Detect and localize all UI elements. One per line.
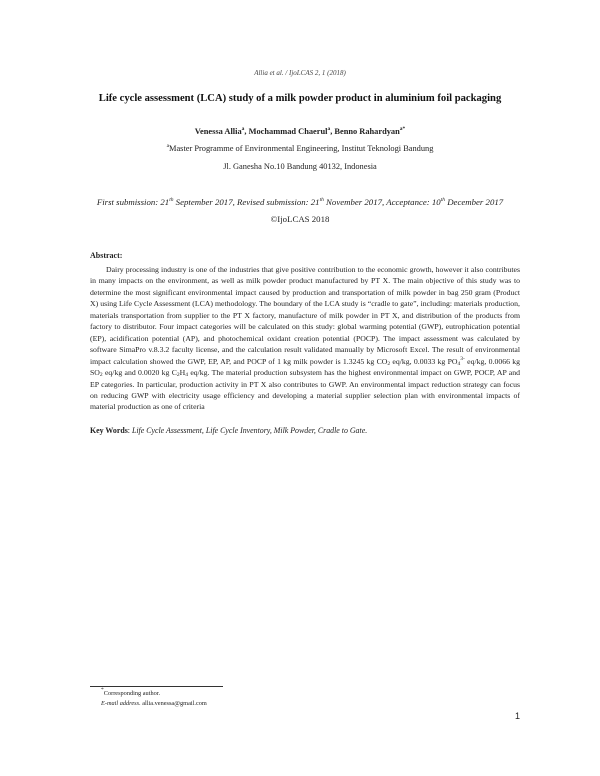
keywords: Key Words: Life Cycle Assessment, Life Cycle Inventory, Milk Powder, Cradle to Gate. [90,426,368,435]
affiliation: $^a$Master Programme of Environmental Engineering, Institut Teknologi Bandung [166,143,434,153]
running-head: Allia et al. / IjoLCAS 2, 1 (2018) [254,69,346,77]
paper-title: Life cycle assessment (LCA) study of a milk powder product in aluminium foil packaging [98,93,502,104]
page-number: 1 [515,711,521,721]
abstract-heading: Abstract: [90,251,123,260]
author: Benno Rahardyan [334,127,400,136]
footnote-divider [90,686,223,687]
submission-dates: First submission: 21th September 2017, Revised submission: 21th November 2017, Acceptance: 10th December 2017 [96,197,504,207]
copyright: ©IjoLCAS 2018 [270,214,330,224]
address: Jl. Ganesha No.10 Bandung 40132, Indonesia [223,162,377,171]
author: Venessa Allia [194,127,242,136]
footnote-email: E-mail address. allia.venessa@gmail.com [101,700,207,707]
abstract-text: Dairy processing industry is one of the industries that give positive contribution to the economic growth, however it also contributes in many impacts on the environment, as well as milk powder product manufactured by PT X. The main objective of this study was to determine the most significant environmental impact caused by production and transportation of milk powder in bag 250 gram (Product X) using Life Cycle Assessment (LCA) methodology. The boundary of the LCA study is “cradle to gate”, including: materials production, materials transportation from supplier to the PT X factory, manufacture of milk powder in PT X, and distribution of the products from factory to distributor. Four impact categories will be calculated on this study: global warming potential (GWP), eutrophication potential (EP), acidification potential (AP), and photochemical oxidant creation potential (POCP). The impact assessment was calculated by software SimaPro v.8.3.2 faculty license, and the calculation result validated manually by Microsoft Excel. The result of environmental impact calculation showed the GWP, EP, AP, and POCP of 1 kg milk powder is 1.3245 kg $CO_2$ eq/kg, 0.0033 kg $PO_4^{3-}$ eq/kg, 0.0066 kg $SO_2$ eq/kg and 0.0020 kg $C_2H_4$ eq/kg. The material production subsystem has the highest environmental impact on GWP, POCP, AP and EP categories. In particular, production activity in PT X also contributes to GWP. An environmental impact reduction strategy can focus on reducing GWP with electricity usage efficiency and developing a material supplier selection plan with environmental impacts of material production as one of criteria [90,265,521,412]
author-list: Venessa Allia$^a$, Mochammad Chaerul$^a$, Benno Rahardyan$^{a*}$ [194,126,406,136]
footnote-corresponding: *Corresponding author. [101,687,161,697]
author: Mochammad Chaerul [248,127,328,136]
